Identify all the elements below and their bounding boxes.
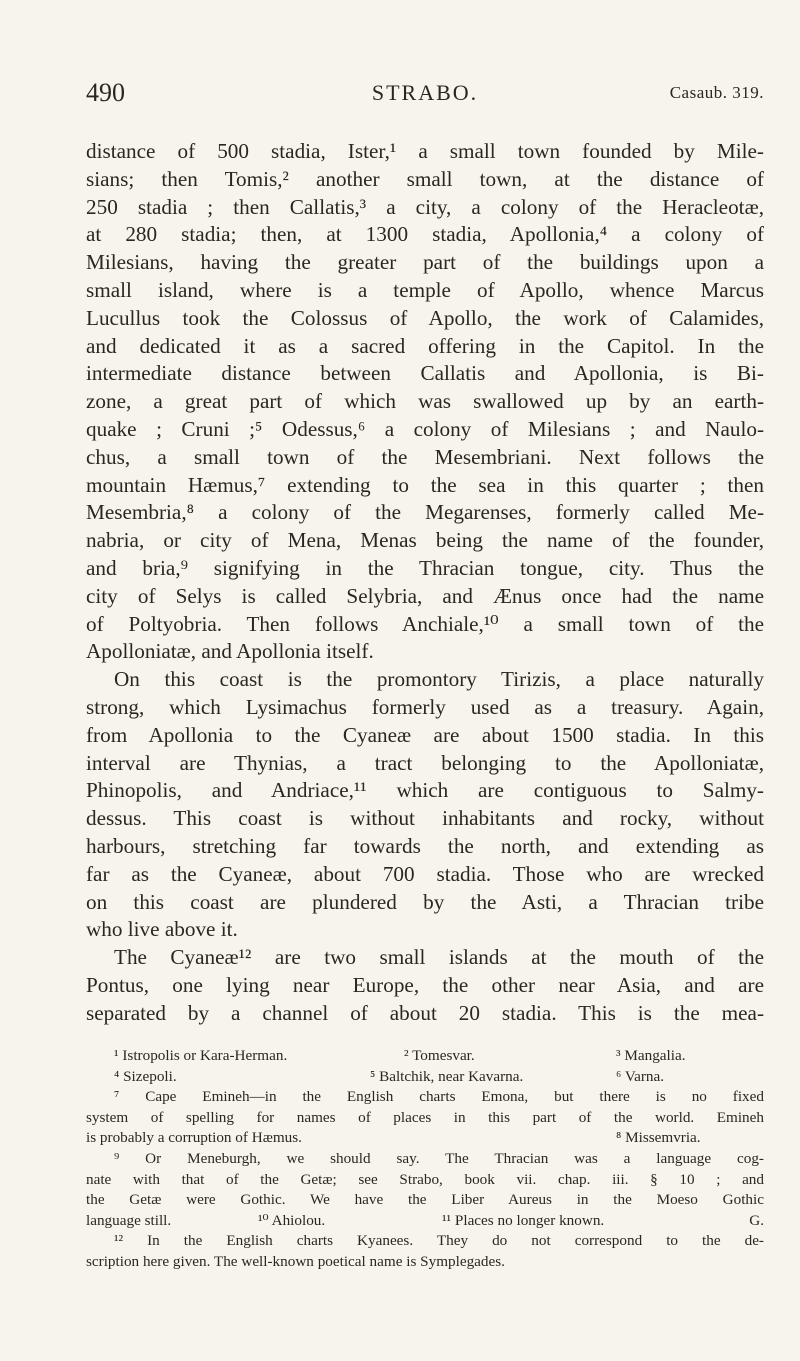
text-line: city of Selys is called Selybria, and Ænus once had the name	[86, 583, 764, 608]
text-line: at 280 stadia; then, at 1300 stadia, Apollonia,⁴ a colony of	[86, 222, 764, 247]
text-line: Mesembria,⁸ a colony of the Megarenses, formerly called Me-	[86, 500, 764, 525]
footnote-text: nate with that of the Getæ; see Strabo, book vii. chap. iii. § 10 ; and	[86, 1170, 764, 1188]
footnote-7: ⁷ Cape Emineh—in the English charts Emona, but there is no fixed	[114, 1088, 764, 1106]
text-line: Lucullus took the Colossus of Apollo, the work of Calamides,	[86, 305, 764, 330]
text-line: Apolloniatæ, and Apollonia itself.	[86, 639, 374, 664]
text-line: of Poltyobria. Then follows Anchiale,¹⁰ a small town of the	[86, 611, 764, 636]
running-title: STRABO.	[371, 80, 479, 105]
text-line: and dedicated it as a sacred offering in the Capitol. In the	[86, 333, 764, 358]
footnote-6: ⁶ Varna.	[616, 1067, 665, 1085]
footnote-4: ⁴ Sizepoli.	[114, 1067, 177, 1085]
footnote-signature: G.	[749, 1211, 764, 1229]
text-line: 250 stadia ; then Callatis,³ a city, a colony of the Heracleotæ,	[86, 194, 764, 219]
text-line: dessus. This coast is without inhabitants and rocky, without	[86, 806, 764, 831]
casaubon-reference: Casaub. 319.	[669, 83, 764, 102]
footnote-text: the Getæ were Gothic. We have the Liber Aureus in the Moeso Gothic	[86, 1191, 764, 1209]
text-line: quake ; Cruni ;⁵ Odessus,⁶ a colony of Milesians ; and Naulo-	[86, 416, 764, 441]
footnote-row	[86, 1211, 764, 1232]
text-line: far as the Cyaneæ, about 700 stadia. Those who are wrecked	[86, 861, 764, 886]
text-line: interval are Thynias, a tract belonging to the Apolloniatæ,	[86, 750, 764, 775]
text-line: and bria,⁹ signifying in the Thracian tongue, city. Thus the	[86, 555, 764, 580]
footnote-12: ¹² In the English charts Kyanees. They do not correspond to the de-	[114, 1232, 764, 1250]
footnote-text: scription here given. The well-known poetical name is Symplegades.	[86, 1252, 505, 1270]
text-line: mountain Hæmus,⁷ extending to the sea in this quarter ; then	[86, 472, 764, 497]
footnote-8: ⁸ Missemvria.	[616, 1129, 701, 1147]
text-line: Pontus, one lying near Europe, the other near Asia, and are	[86, 972, 764, 997]
footnote-3: ³ Mangalia.	[616, 1047, 686, 1064]
footnote-row	[86, 1067, 764, 1088]
text-line: nabria, or city of Mena, Menas being the name of the founder,	[86, 528, 764, 553]
text-line: zone, a great part of which was swallowed up by an earth-	[86, 389, 764, 414]
footnote-9: ⁹ Or Meneburgh, we should say. The Thracian was a language cog-	[114, 1149, 764, 1167]
text-line: The Cyaneæ¹² are two small islands at the mouth of the	[114, 945, 764, 970]
text-line: distance of 500 stadia, Ister,¹ a small town founded by Mile-	[86, 139, 764, 163]
text-line: on this coast are plundered by the Asti, a Thracian tribe	[86, 889, 764, 914]
footnote-text: language still.	[86, 1211, 172, 1229]
text-line: harbours, stretching far towards the north, and extending as	[86, 833, 764, 858]
footnote-row	[86, 1046, 764, 1067]
text-line: intermediate distance between Callatis and Apollonia, is Bi-	[86, 361, 764, 386]
text-line: separated by a channel of about 20 stadia. This is the mea-	[86, 1000, 764, 1025]
text-line: On this coast is the promontory Tirizis, a place naturally	[114, 667, 764, 692]
footnote-text: is probably a corruption of Hæmus.	[86, 1129, 302, 1147]
footnote-row	[86, 1128, 764, 1149]
footnote-10: ¹⁰ Ahiolou.	[258, 1211, 326, 1229]
footnote-5: ⁵ Baltchik, near Kavarna.	[370, 1067, 524, 1085]
footnotes	[86, 1046, 764, 1273]
footnote-text: system of spelling for names of places in this part of the world. Emineh	[86, 1108, 764, 1126]
page-number: 490	[86, 78, 125, 107]
text-line: chus, a small town of the Mesembriani. Next follows the	[86, 444, 764, 469]
text-line: small island, where is a temple of Apollo, whence Marcus	[86, 277, 764, 302]
text-line: who live above it.	[86, 917, 238, 942]
text-line: sians; then Tomis,² another small town, at the distance of	[86, 166, 764, 191]
footnote-2: ² Tomesvar.	[404, 1047, 475, 1064]
text-line: Phinopolis, and Andriace,¹¹ which are contiguous to Salmy-	[86, 778, 764, 803]
footnote-1: ¹ Istropolis or Kara-Herman.	[114, 1047, 288, 1064]
main-text	[86, 138, 764, 1028]
text-line: from Apollonia to the Cyaneæ are about 1500 stadia. In this	[86, 722, 764, 747]
page-header	[86, 78, 764, 112]
footnote-11: ¹¹ Places no longer known.	[442, 1211, 605, 1229]
text-line: strong, which Lysimachus formerly used as a treasury. Again,	[86, 694, 764, 719]
text-line: Milesians, having the greater part of the buildings upon a	[86, 250, 764, 275]
